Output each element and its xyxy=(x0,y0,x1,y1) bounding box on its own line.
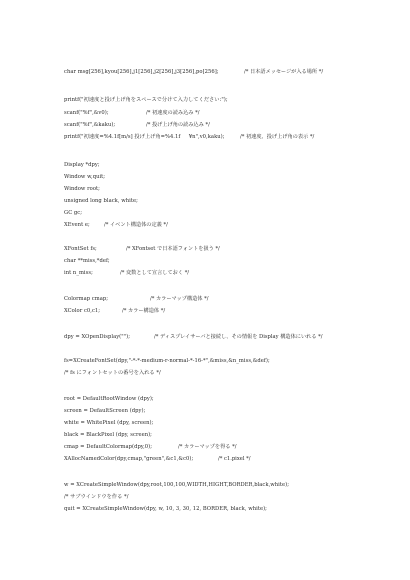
code-comment: /* カラーマップ構造体 */ xyxy=(150,296,209,302)
code-line: w = XCreateSimpleWindow(dpy,root,100,100,WIDTH,HIGHT,BORDER,black,white); xyxy=(64,482,289,488)
code-comment: /* イベント構造体の定義 */ xyxy=(104,222,168,228)
code-line: XAllocNamedColor(dpy,cmap,"green",&c1,&c0); xyxy=(64,456,194,462)
code-comment: /* ディスプレイサーバと接続し、その情報を Display 構造体にいれる */ xyxy=(154,334,323,340)
code-line: Colormap cmap; xyxy=(64,296,109,302)
code-line: white = WhitePixel (dpy, screen); xyxy=(64,420,154,426)
code-line: char msg[256],kyou[256],j1[256],j2[256],j3[256],po[256]; xyxy=(64,69,219,75)
code-line: black = BlackPixel (dpy, screen); xyxy=(64,432,152,438)
code-line: char **miss,*def; xyxy=(64,258,110,264)
code-line: XFontSet fs; xyxy=(64,246,97,252)
code-line: root = DefaultRootWindow (dpy); xyxy=(64,396,154,402)
code-line: printf("初速度と投げ上げ角をスペースで分けて入力してください:"); xyxy=(64,97,228,103)
code-line: Window w,quit; xyxy=(64,174,106,180)
code-comment: /* c1.pixel */ xyxy=(218,456,251,462)
code-line: screen = DefaultScreen (dpy); xyxy=(64,408,146,414)
code-comment: /* XFontset で日本語フォントを扱う */ xyxy=(126,246,220,252)
code-line: XColor c0,c1; xyxy=(64,308,101,314)
code-comment: /* カラー構造体 */ xyxy=(122,308,166,314)
code-line: quit = XCreateSimpleWindow(dpy, w, 10, 3, 30, 12, BORDER, black, white); xyxy=(64,506,267,512)
code-comment-line: /* サブウインドウを作る */ xyxy=(64,494,129,500)
code-line: scanf("%f",&v0); xyxy=(64,110,109,116)
code-line: XEvent e; xyxy=(64,222,90,228)
code-comment-line: /* fs にフォントセットの番号を入れる */ xyxy=(64,370,161,376)
code-line: printf("初速度=%4.1f[m/s] 投げ上げ角=%4.1f ¥n",v0,kaku); xyxy=(64,134,225,140)
code-line: GC gc; xyxy=(64,210,83,216)
code-line: fs=XCreateFontSet(dpy,"-*-*-medium-r-normal-*-16-*",&miss,&n_miss,&def); xyxy=(64,358,270,364)
code-line: cmap = DefaultColormap(dpy,0); xyxy=(64,444,153,450)
code-line: unsigned long black, white; xyxy=(64,198,138,204)
code-comment: /* 初速度、投げ上げ角の表示 */ xyxy=(240,134,315,140)
code-line: int n_miss; xyxy=(64,270,93,276)
code-line: Window root; xyxy=(64,186,100,192)
code-comment: /* 変数として宣言しておく */ xyxy=(120,270,190,276)
code-line: Display *dpy; xyxy=(64,162,100,168)
code-line: scanf("%f",&kaku); xyxy=(64,122,116,128)
code-comment: /* 投げ上げ角の読み込み */ xyxy=(146,122,210,128)
code-comment: /* カラーマップを得る */ xyxy=(178,444,237,450)
code-comment: /* 日本語メッセージが入る場所 */ xyxy=(244,69,324,75)
code-line: dpy = XOpenDisplay(""); xyxy=(64,334,131,340)
code-comment: /* 初速度の読み込み */ xyxy=(146,110,200,116)
